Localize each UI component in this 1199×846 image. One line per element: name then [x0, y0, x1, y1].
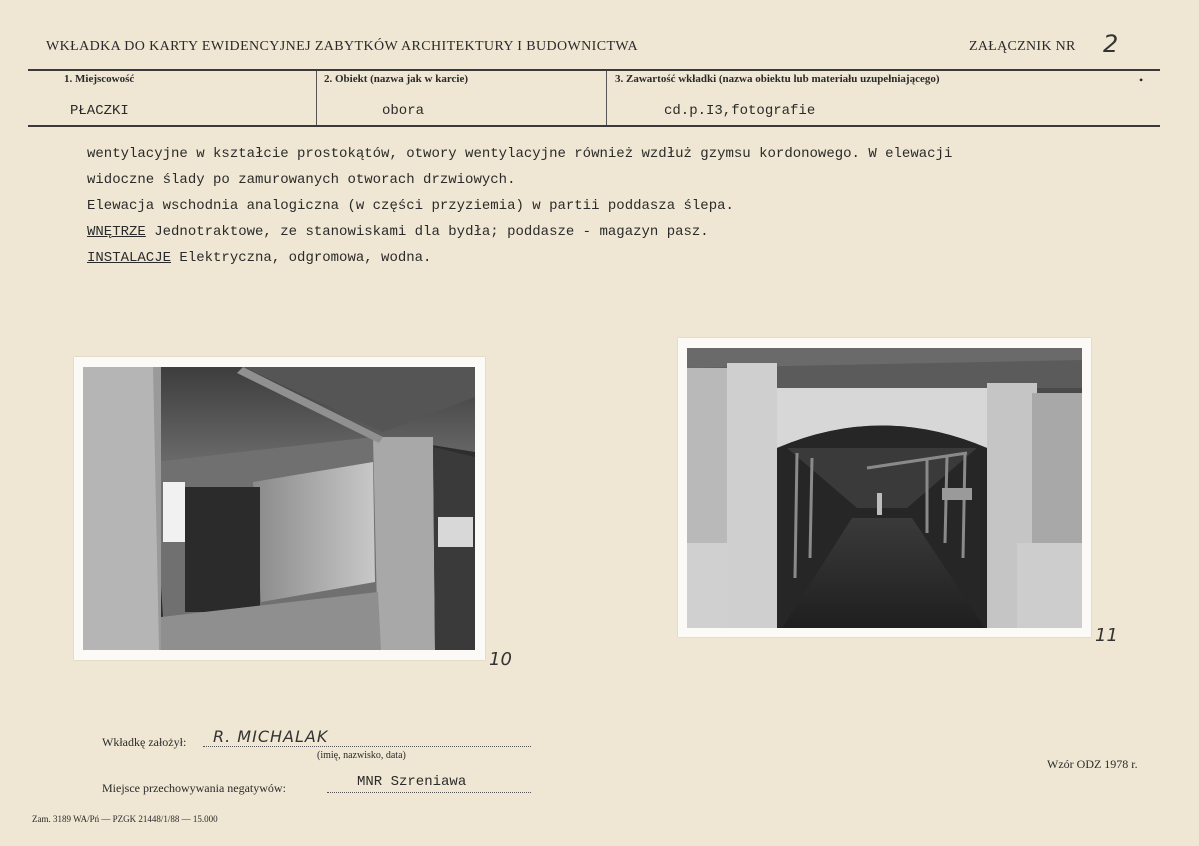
header-bottom-rule	[28, 125, 1160, 127]
negatives-location-value: MNR Szreniawa	[357, 774, 467, 790]
annex-label: ZAŁĄCZNIK NR	[969, 39, 1076, 54]
photo-11	[687, 348, 1082, 628]
photo-10-number: 10	[489, 649, 512, 670]
form-title: WKŁADKA DO KARTY EWIDENCYJNEJ ZABYTKÓW ARCHITEKTURY I BUDOWNICTWA	[46, 39, 638, 54]
creator-label: Wkładkę założył:	[102, 735, 187, 749]
description-line: wentylacyjne w kształcie prostokątów, otwory wentylacyjne również wzdłuż gzymsu kordonowego. W elewacji	[87, 146, 953, 162]
creator-dotted-line	[203, 746, 531, 747]
tick-mark: •	[1139, 73, 1144, 87]
description-line	[87, 245, 1167, 271]
annex-number: 2	[1103, 30, 1119, 58]
field-divider	[316, 71, 317, 125]
photo-10-mount	[74, 357, 485, 660]
form-model-label: Wzór ODZ 1978 r.	[1047, 757, 1138, 771]
description-text	[87, 141, 1167, 271]
photo-10-image	[83, 367, 475, 650]
photo-11-image	[687, 348, 1082, 628]
field-value-locality: PŁACZKI	[70, 103, 129, 119]
negatives-dotted-line	[327, 792, 531, 793]
photo-11-number: 11	[1095, 625, 1118, 646]
negatives-location-label: Miejsce przechowywania negatywów:	[102, 781, 286, 795]
field-label-contents: 3. Zawartość wkładki (nazwa obiektu lub materiału uzupełniającego)	[615, 73, 940, 85]
section-label-interior: WNĘTRZE	[87, 224, 146, 240]
section-text-installations: Elektryczna, odgromowa, wodna.	[171, 250, 432, 266]
description-line: Elewacja wschodnia analogiczna (w części przyziemia) w partii poddasza ślepa.	[87, 198, 734, 214]
section-text-interior: Jednotraktowe, ze stanowiskami dla bydła; poddasze - magazyn pasz.	[145, 224, 709, 240]
field-label-object: 2. Obiekt (nazwa jak w karcie)	[324, 73, 469, 85]
print-info: Zam. 3189 WA/Pń — PZGK 21448/1/88 — 15.000	[32, 814, 218, 824]
section-label-installations: INSTALACJE	[87, 250, 172, 266]
creator-value: R. MICHALAK	[213, 727, 329, 746]
field-label-locality: 1. Miejscowość	[64, 73, 135, 85]
description-line	[87, 219, 1167, 245]
field-value-contents: cd.p.I3,fotografie	[664, 103, 816, 119]
photo-11-mount	[678, 338, 1091, 637]
description-line: widoczne ślady po zamurowanych otworach drzwiowych.	[87, 172, 516, 188]
photo-10	[83, 367, 475, 650]
creator-hint: (imię, nazwisko, data)	[317, 750, 406, 761]
field-divider	[606, 71, 607, 125]
field-value-object: obora	[382, 103, 425, 119]
header-top-rule	[28, 69, 1160, 71]
